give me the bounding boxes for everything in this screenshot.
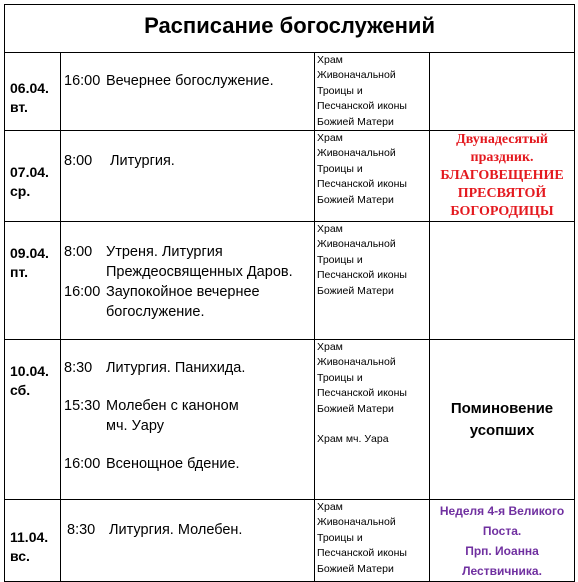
service-line xyxy=(64,71,310,91)
weekday-text: ср. xyxy=(10,183,31,200)
service-text: Всенощное бдение. xyxy=(106,456,240,473)
location-text: Троицы и xyxy=(317,371,363,384)
location-text: Троицы и xyxy=(317,162,363,175)
location-text: Песчанской иконы xyxy=(317,178,407,191)
location-text: Песчанской иконы xyxy=(317,387,407,400)
location-text: Песчанской иконы xyxy=(317,547,407,560)
location-text: Храм xyxy=(317,54,343,66)
service-time: 15:30 xyxy=(64,398,101,415)
date-text: 10.04. xyxy=(10,363,49,380)
sunday-note xyxy=(430,500,575,582)
note-line: БОГОРОДИЦЫ xyxy=(450,204,554,220)
service-time: 8:30 xyxy=(64,360,93,377)
note-line: Прп. Иоанна xyxy=(465,543,539,558)
date-text: 07.04. xyxy=(10,164,49,181)
table-row xyxy=(5,131,575,222)
table-row xyxy=(5,53,575,131)
service-time: 8:00 xyxy=(64,244,93,261)
table-row xyxy=(5,222,575,340)
date-text: 06.04. xyxy=(10,79,49,96)
weekday-text: пт. xyxy=(10,264,28,281)
location-text: Живоначальной xyxy=(317,147,396,160)
location-text: Живоначальной xyxy=(317,238,396,251)
note-line: Поста. xyxy=(482,523,522,538)
service-line xyxy=(64,151,310,171)
location-text: Троицы и xyxy=(317,253,363,266)
service-time: 8:30 xyxy=(67,522,96,539)
weekday-text: вс. xyxy=(10,547,30,564)
date-cell xyxy=(5,500,61,582)
title-cell xyxy=(5,5,575,53)
service-text: Литургия. Панихида. xyxy=(106,360,246,377)
service-time: 16:00 xyxy=(64,284,101,301)
location-text: Божией Матери xyxy=(317,193,394,206)
service-text: Вечернее богослужение. xyxy=(106,73,274,89)
service-time: 8:00 xyxy=(64,153,93,170)
location-text: Песчанской иконы xyxy=(317,100,407,113)
service-line xyxy=(64,242,310,282)
service-line xyxy=(64,454,310,474)
note-line: БЛАГОВЕЩЕНИЕ xyxy=(440,168,564,184)
service-text: Молебен с каноном мч. Уару xyxy=(106,398,239,435)
date-text: 11.04. xyxy=(10,528,49,545)
service-line xyxy=(64,396,310,436)
note-line: праздник. xyxy=(470,150,534,166)
services-cell xyxy=(61,53,315,131)
services-cell xyxy=(61,131,315,222)
location-text: Божией Матери xyxy=(317,402,394,415)
location-cell xyxy=(315,340,430,500)
location-text: Песчанской иконы xyxy=(317,269,407,282)
note-line: Двунадесятый xyxy=(456,132,548,148)
location-text: Троицы и xyxy=(317,84,363,97)
service-text: Литургия. Молебен. xyxy=(109,522,243,539)
date-cell xyxy=(5,340,61,500)
location-cell xyxy=(315,53,430,131)
location-text-extra: Храм мч. Уара xyxy=(317,433,389,446)
date-cell xyxy=(5,53,61,131)
service-text: Заупокойное вечернее богослужение. xyxy=(106,284,260,321)
location-text: Храм xyxy=(317,341,343,354)
services-cell xyxy=(61,340,315,500)
table-row xyxy=(5,500,575,582)
service-time: 16:00 xyxy=(64,73,101,89)
location-text: Живоначальной xyxy=(317,516,396,529)
note-line: ПРЕСВЯТОЙ xyxy=(457,186,547,202)
location-text: Храм xyxy=(317,223,343,236)
services-cell xyxy=(61,222,315,340)
location-cell xyxy=(315,222,430,340)
note-line: усопших xyxy=(469,421,535,439)
location-text: Храм xyxy=(317,501,343,514)
page-title: Расписание богослужений xyxy=(144,13,435,38)
note-line: Поминовение xyxy=(450,399,554,417)
location-cell xyxy=(315,500,430,582)
service-line xyxy=(64,358,310,378)
location-text: Живоначальной xyxy=(317,356,396,369)
holiday-note xyxy=(430,131,575,222)
location-text: Божией Матери xyxy=(317,115,394,128)
date-cell xyxy=(5,222,61,340)
service-text: Литургия. xyxy=(110,153,175,170)
weekday-text: сб. xyxy=(10,382,31,399)
location-text: Божией Матери xyxy=(317,284,394,297)
location-cell xyxy=(315,131,430,222)
location-text: Божией Матери xyxy=(317,562,394,575)
service-line xyxy=(64,520,310,540)
service-text: Утреня. Литургия Преждеосвященных Даров. xyxy=(106,244,293,281)
weekday-text: вт. xyxy=(10,98,28,115)
service-line xyxy=(64,282,310,322)
title-row xyxy=(5,5,575,53)
location-text: Храм xyxy=(317,132,343,145)
schedule-table xyxy=(4,4,575,582)
table-row xyxy=(5,340,575,500)
date-text: 09.04. xyxy=(10,245,49,262)
note-cell xyxy=(430,222,575,340)
location-text: Троицы и xyxy=(317,531,363,544)
location-text: Живоначальной xyxy=(317,69,396,82)
note-cell xyxy=(430,53,575,131)
note-line: Лествичника. xyxy=(462,563,542,578)
services-cell xyxy=(61,500,315,582)
note-line: Неделя 4-я Великого xyxy=(439,503,565,518)
date-cell xyxy=(5,131,61,222)
service-time: 16:00 xyxy=(64,456,101,473)
remembrance-note xyxy=(430,340,575,500)
